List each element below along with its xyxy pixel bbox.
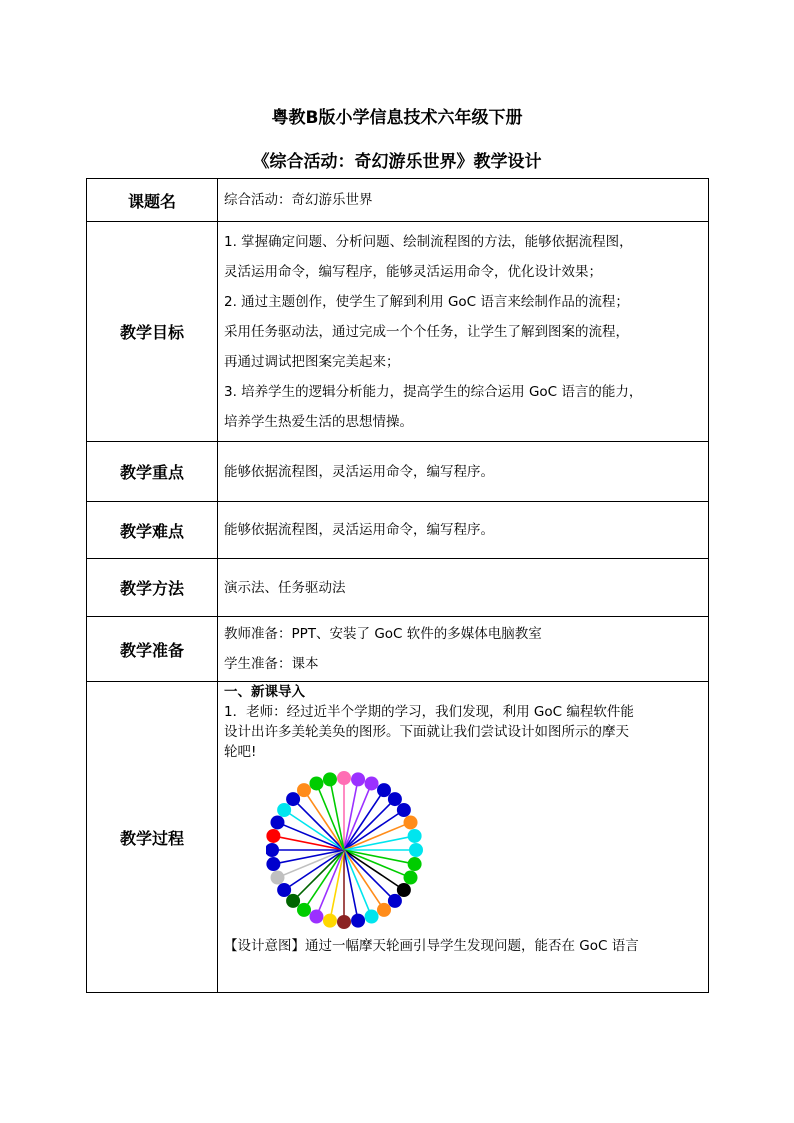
wheel-cabin (377, 903, 391, 917)
document-title: 粤教B版小学信息技术六年级下册 (271, 108, 523, 128)
goals-line: 1. 掌握确定问题、分析问题、绘制流程图的方法，能够依据流程图， (224, 233, 633, 250)
goals-line: 3. 培养学生的逻辑分析能力，提高学生的综合运用 GoC 语言的能力， (224, 383, 643, 400)
wheel-cabin (297, 903, 311, 917)
wheel-cabin (323, 914, 337, 928)
wheel-cabin (286, 792, 300, 806)
wheel-cabin (397, 883, 411, 897)
row-topic (87, 179, 709, 222)
preparation-content (218, 617, 709, 682)
process-paragraph-line: 1．老师：经过近半个学期的学习，我们发现，利用 GoC 编程软件能 (224, 704, 634, 720)
preparation-label: 教学准备 (87, 617, 218, 682)
row-process (87, 682, 709, 993)
topic-label: 课题名 (87, 179, 218, 222)
wheel-cabin (388, 894, 402, 908)
wheel-cabin (351, 914, 365, 928)
ferris-wheel-figure (266, 766, 426, 934)
wheel-cabin (377, 783, 391, 797)
preparation-line: 学生准备：课本 (224, 656, 319, 672)
wheel-spoke (344, 799, 395, 850)
wheel-cabin (337, 771, 351, 785)
preparation-line: 教师准备：PPT、安装了 GoC 软件的多媒体电脑教室 (224, 626, 542, 642)
wheel-cabin (409, 843, 423, 857)
difficulties-label: 教学难点 (87, 502, 218, 559)
wheel-cabin (266, 829, 280, 843)
goals-line: 2. 通过主题创作，使学生了解到利用 GoC 语言来绘制作品的流程； (224, 293, 629, 310)
methods-value: 演示法、任务驱动法 (218, 559, 709, 617)
process-content (218, 682, 709, 993)
topic-value: 综合活动：奇幻游乐世界 (218, 179, 709, 222)
process-label: 教学过程 (87, 682, 218, 993)
wheel-cabin (297, 783, 311, 797)
row-goals (87, 222, 709, 442)
goals-line: 采用任务驱动法，通过完成一个个任务，让学生了解到图案的流程， (224, 323, 629, 340)
wheel-cabin (286, 894, 300, 908)
key-points-label: 教学重点 (87, 442, 218, 502)
row-key-points (87, 442, 709, 502)
document-subtitle: 《综合活动：奇幻游乐世界》教学设计 (252, 152, 542, 172)
wheel-cabin (266, 843, 279, 857)
goals-label: 教学目标 (87, 222, 218, 442)
wheel-cabin (404, 871, 418, 885)
wheel-cabin (270, 815, 284, 829)
wheel-cabin (337, 915, 351, 929)
wheel-cabin (266, 857, 280, 871)
wheel-spoke (293, 850, 344, 901)
lesson-plan-table (86, 178, 709, 993)
wheel-cabin (323, 772, 337, 786)
difficulties-value: 能够依据流程图，灵活运用命令，编写程序。 (218, 502, 709, 559)
process-paragraph-line: 设计出许多美轮美奂的图形。下面就让我们尝试设计如图所示的摩天 (224, 724, 629, 740)
wheel-cabin (365, 910, 379, 924)
wheel-cabin (365, 776, 379, 790)
wheel-cabin (351, 772, 365, 786)
wheel-cabin (277, 803, 291, 817)
goals-line: 灵活运用命令，编写程序，能够灵活运用命令，优化设计效果； (224, 263, 602, 280)
wheel-cabin (309, 910, 323, 924)
wheel-cabin (388, 792, 402, 806)
wheel-spoke (344, 850, 395, 901)
process-paragraph-line: 轮吧! (224, 744, 257, 760)
row-methods (87, 559, 709, 617)
wheel-cabin (404, 815, 418, 829)
goals-content (218, 222, 709, 442)
process-section-title: 一、新课导入 (224, 684, 305, 700)
wheel-cabin (270, 871, 284, 885)
goals-line: 再通过调试把图案完美起来； (224, 353, 400, 370)
row-difficulties (87, 502, 709, 559)
key-points-value: 能够依据流程图，灵活运用命令，编写程序。 (218, 442, 709, 502)
methods-label: 教学方法 (87, 559, 218, 617)
wheel-cabin (408, 829, 422, 843)
wheel-cabin (309, 776, 323, 790)
row-preparation (87, 617, 709, 682)
wheel-cabin (277, 883, 291, 897)
wheel-cabin (397, 803, 411, 817)
design-intent: 【设计意图】通过一幅摩天轮画引导学生发现问题，能否在 GoC 语言 (224, 938, 639, 954)
wheel-spoke (293, 799, 344, 850)
wheel-cabin (408, 857, 422, 871)
goals-line: 培养学生热爱生活的思想情操。 (224, 413, 413, 430)
